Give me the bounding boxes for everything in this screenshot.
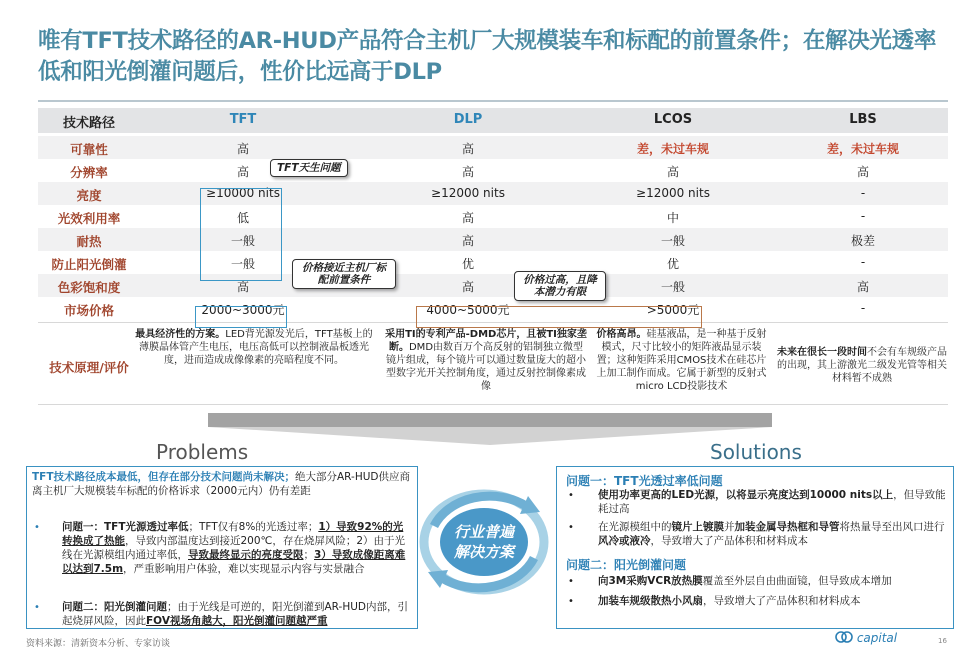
row-label: 分辨率	[70, 165, 108, 180]
eval-dlp: 采用TI的专利产品-DMD芯片，且被TI独家垄断。DMD由数百万个高反射的铝制独立微型镜片组成，每个镜片可以通过数量庞大的超小型数字光开关控制角度，通过反射控制像素成像	[385, 329, 587, 392]
problems-header: Problems	[156, 440, 249, 464]
cell-dlp: 高	[461, 165, 474, 179]
bullet-icon: •	[568, 522, 574, 533]
cell-lbs: -	[860, 301, 866, 315]
row-label: 耐热	[76, 234, 102, 249]
eval-tft: 最具经济性的方案。LED背光源发光后，TFT基板上的薄膜晶体管产生电压，电压高低可以控制液晶板透光度，进而造成成像像素的亮暗程度不同。	[135, 329, 373, 366]
cell-tft: 高	[236, 142, 249, 156]
problem-one: 问题一：TFT光源透过率低；TFT仅有8%的光透过率；1）导致92%的光转换成了热能，导致内部温度达到接近200℃，存在烧屏风险；2）由于光线在光源模组内通过率低，导致最终显示的亮度受限；3）导致成像距离难以达到7.5m，严重影响用户体验，难以实现显示内容与实景融合	[62, 521, 406, 575]
tft-issue-highlight	[200, 188, 282, 281]
solution-two-a: 向3M采购VCR放热膜覆盖至外层自由曲面镜，但导致成本增加	[598, 575, 892, 587]
solution-two-title: 问题二：阳光倒灌问题	[566, 558, 687, 572]
cell-lbs: -	[860, 186, 866, 200]
problem-two: 问题二：阳光倒灌问题；由于光线是可逆的，阳光倒灌到AR-HUD内部，引起烧屏风险，因此FOV视场角越大，阳光倒灌问题越严重	[62, 601, 409, 627]
cell-lcos: 差，未过车规	[636, 142, 709, 156]
cell-dlp: ≥12000 nits	[431, 186, 505, 200]
dlp-lcos-price-highlight	[416, 306, 702, 328]
price-near-callout: 价格接近主机厂标配前置条件	[292, 259, 396, 289]
industry-solution-label: 行业普遍 解决方案	[453, 523, 514, 561]
solution-one-a: 使用功率更高的LED光源，以将显示亮度达到10000 nits以上，但导致能耗过高	[598, 489, 946, 515]
table-row	[38, 159, 948, 182]
solution-one-title: 问题一：TFT光透过率低问题	[566, 474, 723, 488]
cell-tft: 高	[236, 280, 249, 294]
cell-lcos: >5000元	[646, 303, 700, 317]
transition-arrow	[208, 427, 772, 445]
row-label: 市场价格	[63, 303, 114, 318]
row-label: 防止阳光倒灌	[51, 257, 127, 272]
title-divider	[38, 100, 948, 102]
cell-dlp: 高	[461, 211, 474, 225]
page-number: 16	[938, 637, 947, 645]
tft-price-highlight	[195, 306, 287, 328]
problems-intro: TFT技术路径成本最低，但存在部分技术问题尚未解决；绝大部分AR-HUD供应商离主机厂大规模装车标配的价格诉求（2000元内）仍有差距	[32, 471, 411, 497]
table-header	[38, 108, 948, 133]
cell-lcos: ≥12000 nits	[636, 186, 710, 200]
logo-mark-icon	[835, 630, 853, 644]
eval-lcos: 价格高昂。硅基液晶，是一种基于反射模式，尺寸比较小的矩阵液晶显示装置；这种矩阵采用CMOS技术在硅芯片上加工制作而成。它属于新型的反射式micro LCD投影技术	[596, 329, 767, 392]
cell-lbs: 高	[856, 280, 869, 294]
cell-lcos: 一般	[660, 280, 685, 294]
source-note: 资料来源：清新资本分析、专家访谈	[26, 639, 171, 649]
bullet-icon: •	[34, 522, 40, 533]
solution-one-b: 在光源模组中的镜片上镀膜并加装金属导热框和导管将热量导至出风口进行风冷或液冷，导致增大了产品体积和材料成本	[598, 521, 945, 547]
cell-tft: 低	[236, 211, 249, 225]
cell-tft: ≥10000 nits	[206, 186, 280, 200]
row-label: 技术原理/评价	[49, 360, 129, 375]
cell-lcos: 优	[666, 257, 679, 271]
row-label: 亮度	[76, 188, 102, 203]
cell-lcos: 高	[666, 165, 679, 179]
bullet-icon: •	[568, 596, 574, 607]
page-title: 唯有TFT技术路径的AR-HUD产品符合主机厂大规模装车和标配的前置条件；在解决光透率低和阳光倒灌问题后，性价比远高于DLP	[38, 28, 937, 85]
bullet-icon: •	[568, 576, 574, 587]
row-divider	[38, 404, 948, 405]
transition-bar	[208, 413, 772, 427]
cell-tft: 一般	[230, 257, 255, 271]
bullet-icon: •	[568, 490, 574, 501]
cell-lbs: -	[860, 209, 866, 223]
cell-dlp: 优	[461, 257, 474, 271]
header-dlp: DLP	[453, 112, 483, 127]
cell-lbs: 差，未过车规	[826, 142, 899, 156]
header-lcos: LCOS	[653, 112, 693, 127]
cell-dlp: 高	[461, 234, 474, 248]
table-row	[38, 136, 948, 159]
price-high-callout: 价格过高，且降本潜力有限	[514, 271, 606, 301]
cell-tft: 2000~3000元	[201, 303, 285, 317]
solution-two-b: 加装车规级散热小风扇，导致增大了产品体积和材料成本	[598, 595, 861, 607]
cell-dlp: 高	[461, 280, 474, 294]
table-row	[38, 251, 948, 274]
header-tech-path: 技术路径	[62, 116, 115, 131]
cell-dlp: 4000~5000元	[426, 303, 510, 317]
brand-logo: capital	[835, 630, 897, 645]
table-row	[38, 205, 948, 228]
cell-lcos: 一般	[660, 234, 685, 248]
cell-lbs: 极差	[850, 234, 875, 248]
eval-lbs: 未来在很长一段时间不会有车规级产品的出现，其上游激光二级发光管等相关材料暂不成熟	[777, 347, 947, 384]
cell-lbs: 高	[856, 165, 869, 179]
row-label: 光效利用率	[57, 211, 121, 226]
header-lbs: LBS	[849, 112, 877, 127]
table-row	[38, 182, 948, 205]
cell-tft: 高	[236, 165, 249, 179]
tft-issue-callout: TFT天生问题	[270, 159, 348, 177]
bullet-icon: •	[34, 602, 40, 613]
table-row	[38, 274, 948, 297]
solutions-header: Solutions	[710, 440, 802, 464]
table-row	[38, 228, 948, 251]
evaluation-row	[38, 326, 948, 403]
cell-lcos: 中	[666, 211, 679, 225]
row-label: 色彩饱和度	[57, 280, 121, 295]
cell-lbs: -	[860, 255, 866, 269]
header-tft: TFT	[229, 112, 257, 127]
cell-tft: 一般	[230, 234, 255, 248]
row-label: 可靠性	[70, 142, 108, 157]
cell-dlp: 高	[461, 142, 474, 156]
